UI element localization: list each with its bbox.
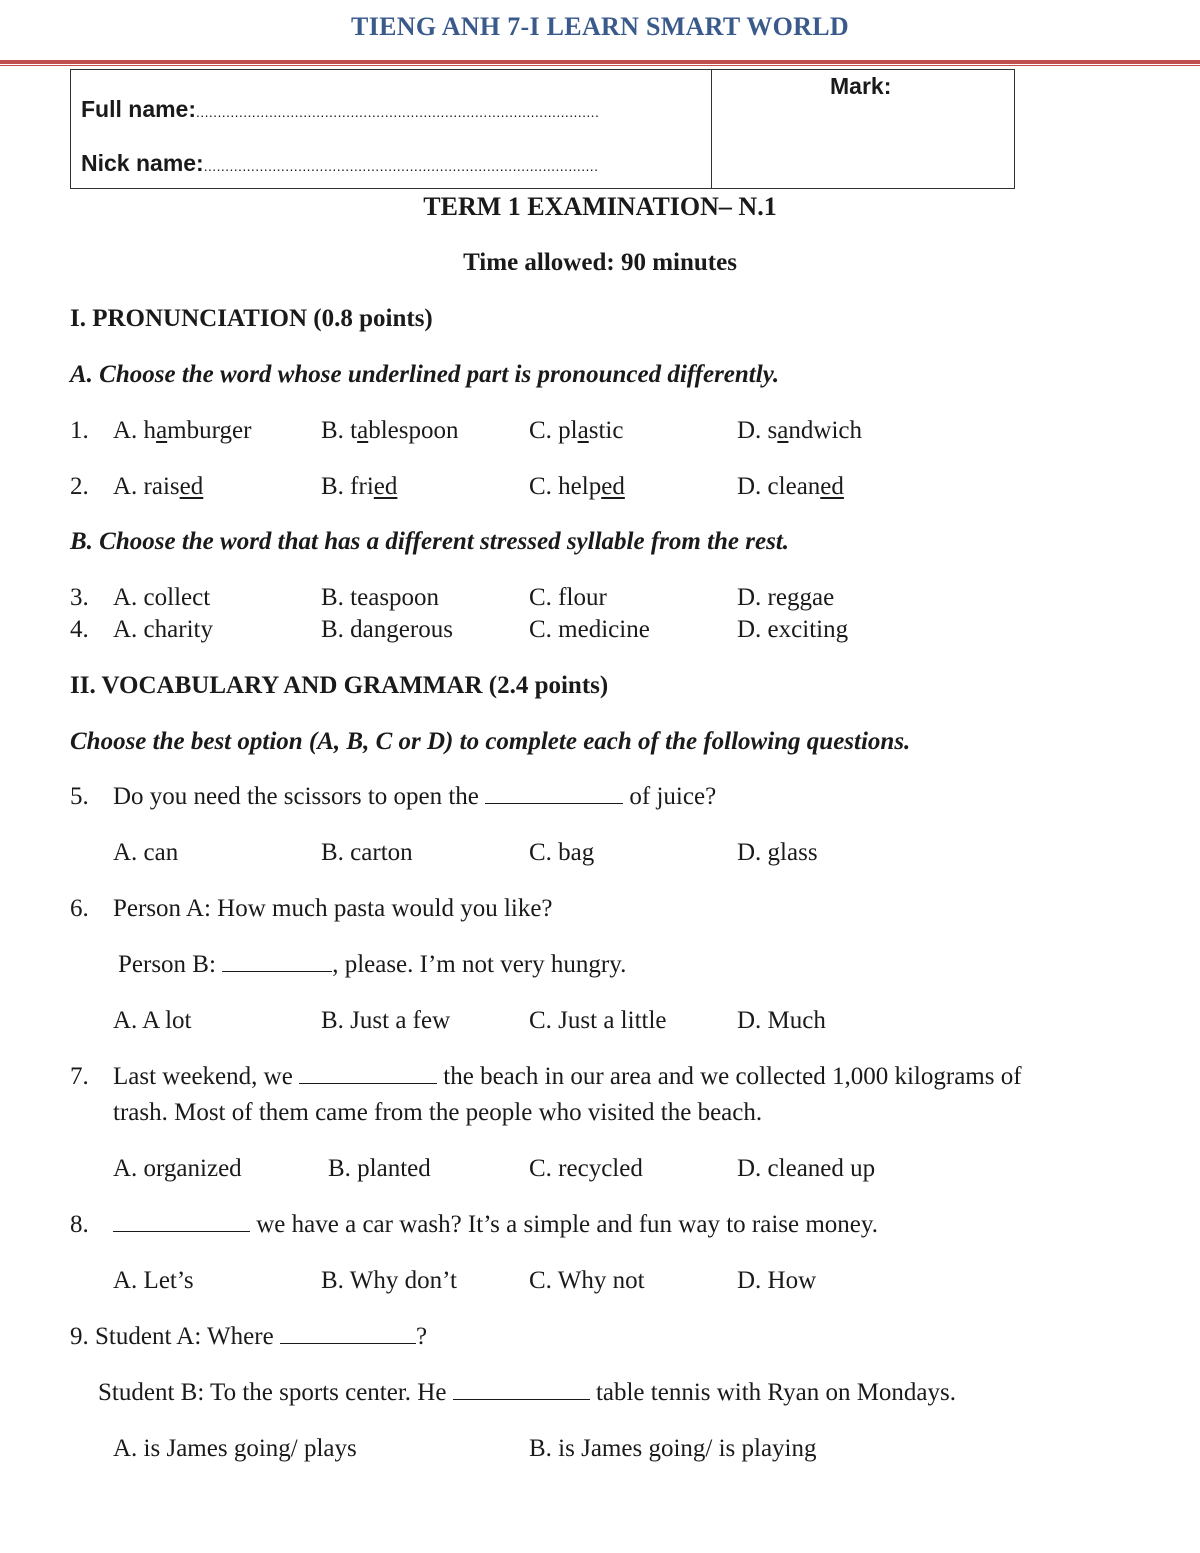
q9-option-a[interactable]: A. is James going/ plays (113, 1435, 357, 1462)
full-name-row[interactable] (81, 96, 599, 123)
q4-option-a[interactable]: A. charity (113, 616, 213, 643)
q6-option-a[interactable]: A. A lot (113, 1007, 192, 1034)
q5-option-c[interactable]: C. bag (529, 839, 595, 866)
q5-option-b[interactable]: B. carton (321, 839, 413, 866)
q6-stem: Person A: How much pasta would you like? (113, 895, 553, 922)
q1-option-b[interactable]: B. tablespoon (321, 417, 459, 444)
mark-label: Mark: (830, 73, 892, 99)
q4-option-b[interactable]: B. dangerous (321, 616, 453, 643)
q2-option-d[interactable]: D. cleaned (737, 473, 844, 500)
q4-option-d[interactable]: D. exciting (737, 616, 849, 643)
q7-option-a[interactable]: A. organized (113, 1155, 242, 1182)
nick-name-row[interactable] (81, 150, 598, 177)
q6-option-c[interactable]: C. Just a little (529, 1007, 667, 1034)
time-allowed: Time allowed: 90 minutes (463, 249, 737, 276)
q9-blank-1[interactable] (280, 1323, 416, 1344)
q3-option-a[interactable]: A. collect (113, 584, 211, 611)
q7-number: 7. (70, 1063, 89, 1090)
q3-number: 3. (70, 584, 89, 611)
q9-option-b[interactable]: B. is James going/ is playing (529, 1435, 817, 1462)
q7-option-c[interactable]: C. recycled (529, 1155, 643, 1182)
document-header: TIENG ANH 7-I LEARN SMART WORLD (351, 12, 849, 41)
q4-number: 4. (70, 616, 89, 643)
exam-title: TERM 1 EXAMINATION– N.1 (423, 192, 777, 221)
section1-partB-instruction: B. Choose the word that has a different stressed syllable from the rest. (70, 528, 790, 555)
q7-stem: Last weekend, we the beach in our area and we collected 1,000 kilograms of (113, 1063, 1022, 1090)
q1-number: 1. (70, 417, 89, 444)
q8-option-b[interactable]: B. Why don’t (321, 1267, 457, 1294)
section1-heading: I. PRONUNCIATION (0.8 points) (70, 305, 433, 332)
header-rule (0, 60, 1200, 64)
q8-option-c[interactable]: C. Why not (529, 1267, 645, 1294)
section2-instruction: Choose the best option (A, B, C or D) to complete each of the following questions. (70, 728, 911, 755)
header-rule-thin (0, 65, 1200, 66)
nick-name-dots: ............................................................................................ (203, 158, 599, 174)
q1-option-d[interactable]: D. sandwich (737, 417, 863, 444)
q5-stem: Do you need the scissors to open the of juice? (113, 783, 717, 810)
q2-option-b[interactable]: B. fried (321, 473, 398, 500)
full-name-label: Full name: (81, 96, 197, 122)
q5-option-d[interactable]: D. glass (737, 839, 818, 866)
q6-option-d[interactable]: D. Much (737, 1007, 826, 1034)
q8-option-d[interactable]: D. How (737, 1267, 817, 1294)
q6-blank[interactable] (222, 951, 332, 972)
q7-option-d[interactable]: D. cleaned up (737, 1155, 876, 1182)
q2-number: 2. (70, 473, 89, 500)
q5-blank[interactable] (485, 783, 623, 804)
q9-stem-b: Student B: To the sports center. He table tennis with Ryan on Mondays. (98, 1379, 957, 1406)
q7-blank[interactable] (299, 1063, 437, 1084)
q3-option-c[interactable]: C. flour (529, 584, 607, 611)
q8-blank[interactable] (113, 1211, 250, 1232)
q9-stem-a: 9. Student A: Where ? (70, 1323, 428, 1350)
q9-blank-2[interactable] (453, 1379, 590, 1400)
full-name-dots: .............................................................................................. (196, 104, 600, 120)
q3-option-d[interactable]: D. reggae (737, 584, 835, 611)
q5-number: 5. (70, 783, 89, 810)
q3-option-b[interactable]: B. teaspoon (321, 584, 440, 611)
q1-option-a[interactable]: A. hamburger (113, 417, 252, 444)
q6-option-b[interactable]: B. Just a few (321, 1007, 451, 1034)
section1-partA-instruction: A. Choose the word whose underlined part is pronounced differently. (70, 361, 780, 388)
q2-option-c[interactable]: C. helped (529, 473, 625, 500)
q8-stem: we have a car wash? It’s a simple and fun way to raise money. (113, 1210, 878, 1240)
q4-option-c[interactable]: C. medicine (529, 616, 650, 643)
q6-number: 6. (70, 895, 89, 922)
q8-number: 8. (70, 1211, 89, 1238)
section2-heading: II. VOCABULARY AND GRAMMAR (2.4 points) (70, 672, 609, 699)
q7-option-b[interactable]: B. planted (328, 1155, 431, 1182)
q6-stem-b: Person B: , please. I’m not very hungry. (118, 951, 627, 978)
q5-option-a[interactable]: A. can (113, 839, 179, 866)
q7-stem-line2: trash. Most of them came from the people who visited the beach. (113, 1099, 763, 1126)
q1-option-c[interactable]: C. plastic (529, 417, 624, 444)
q2-option-a[interactable]: A. raised (113, 473, 204, 500)
name-box-divider (711, 69, 712, 189)
q8-option-a[interactable]: A. Let’s (113, 1267, 194, 1294)
nick-name-label: Nick name: (81, 150, 204, 176)
